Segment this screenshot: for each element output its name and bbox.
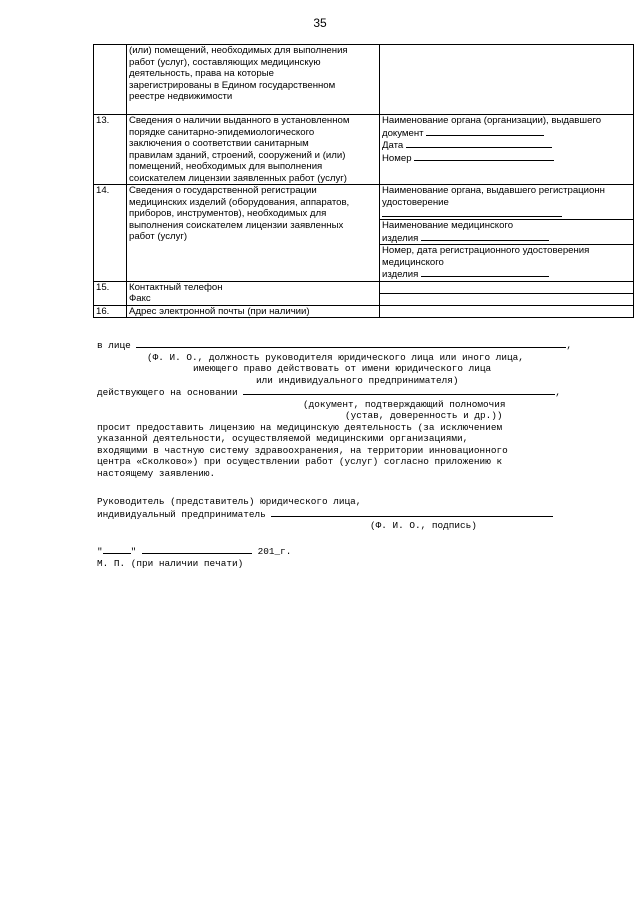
- phone-label: Контактный телефон: [129, 281, 223, 293]
- row-value-cell[interactable]: [380, 45, 634, 115]
- seal-note: М. П. (при наличии печати): [97, 557, 244, 569]
- row-number: 13.: [94, 115, 127, 185]
- number-field[interactable]: Номер: [382, 152, 631, 165]
- description-line: деятельность, права на которые: [129, 68, 274, 79]
- row-value-cell: [380, 281, 634, 305]
- email-value[interactable]: [380, 305, 634, 318]
- certificate-number-field[interactable]: изделия: [382, 268, 631, 281]
- date-field[interactable]: Дата: [382, 139, 631, 152]
- fax-value[interactable]: [380, 293, 633, 305]
- representative-caption-3: или индивидуального предпринимателя): [256, 374, 459, 386]
- description-line: зарегистрированы в Едином государственном: [129, 79, 336, 91]
- description-line: работ (услуг): [129, 231, 188, 242]
- applicant-block: [97, 339, 627, 479]
- request-paragraph: указанной деятельности, осуществляемой медицинскими организациями,: [97, 433, 469, 444]
- basis-caption-1: (документ, подтверждающий полномочия: [303, 398, 506, 410]
- table-row: [94, 115, 634, 185]
- description-line: выполнения соискателем лицензии заявленных: [129, 219, 344, 231]
- request-paragraph: настоящему заявлению.: [97, 467, 216, 479]
- description-line: правилам зданий, строений, сооружений и (или): [129, 149, 346, 161]
- description-line: реестре недвижимости: [129, 91, 233, 102]
- description-line: помещений, необходимых для выполнения: [129, 161, 323, 172]
- month-field[interactable]: [142, 545, 252, 554]
- page-number: 35: [313, 16, 327, 30]
- row-number: 14.: [94, 185, 127, 282]
- table-row: [94, 281, 634, 305]
- issuer-field[interactable]: документ: [382, 127, 631, 140]
- issuer-label: Наименование органа, выдавшего регистрационн: [382, 185, 605, 196]
- description-line: соискателем лицензии заявленных работ (услуг): [129, 172, 347, 184]
- table-row: [94, 185, 634, 282]
- certificate-number-label-2: медицинского: [382, 256, 444, 268]
- row-description: [127, 115, 380, 185]
- basis-caption-2: (устав, доверенность и др.)): [345, 410, 503, 421]
- v-litse-line: в лице ,: [97, 340, 573, 351]
- row-description: [127, 281, 380, 305]
- description-line: Сведения о государственной регистрации: [129, 185, 317, 196]
- certificate-number-label: Номер, дата регистрационного удостоверения: [382, 245, 590, 256]
- row-number: 16.: [94, 305, 127, 318]
- issuer-line[interactable]: [382, 208, 562, 217]
- device-name-label: Наименование медицинского: [382, 220, 514, 231]
- description-line: порядке санитарно-эпидемиологического: [129, 126, 315, 138]
- row-value-cell: [380, 185, 634, 282]
- row-description: [127, 45, 380, 115]
- request-paragraph: центра «Сколково») при осуществлении работ (услуг) согласно приложению к: [97, 456, 503, 467]
- row-number: 15.: [94, 281, 127, 305]
- issuer-label: Наименование органа (организации), выдавшего: [382, 115, 602, 126]
- row-value-cell: [380, 115, 634, 185]
- device-name-line[interactable]: [421, 232, 549, 241]
- representative-field[interactable]: [136, 339, 566, 348]
- table-row: [94, 45, 634, 115]
- date-block: [97, 545, 627, 569]
- date-line[interactable]: [406, 139, 552, 148]
- phone-value[interactable]: [382, 282, 631, 293]
- request-paragraph: входящими в частную систему здравоохранения, на территории инновационного: [97, 444, 508, 456]
- license-form-table: [93, 44, 634, 318]
- device-name-field[interactable]: изделия: [382, 232, 631, 245]
- representative-caption-1: (Ф. И. О., должность руководителя юридического лица или иного лица,: [147, 351, 524, 363]
- request-paragraph: просит предоставить лицензию на медицинскую деятельность (за исключением: [97, 421, 503, 433]
- device-name-block: [380, 219, 633, 244]
- description-line: Сведения о наличии выданного в установленном: [129, 115, 350, 126]
- description-line: работ (услуг), составляющих медицинскую: [129, 56, 321, 68]
- row-number-cell: [94, 45, 127, 115]
- certificate-label: удостоверение: [382, 196, 449, 208]
- description-line: (или) помещений, необходимых для выполнения: [129, 45, 348, 56]
- description-line: медицинских изделий (оборудования, аппаратов,: [129, 196, 350, 208]
- certificate-number-line[interactable]: [421, 268, 549, 277]
- description-line: заключения о соответствии санитарным: [129, 138, 309, 149]
- signer-title: Руководитель (представитель) юридического лица,: [97, 496, 362, 507]
- basis-field[interactable]: [243, 386, 555, 395]
- row-description: [127, 185, 380, 282]
- date-line: " " 201_г.: [97, 546, 292, 557]
- description-line: приборов, инструментов), необходимых для: [129, 208, 327, 219]
- signature-block: [97, 496, 627, 532]
- representative-caption-2: имеющего право действовать от имени юридического лица: [193, 363, 492, 374]
- issuer-field[interactable]: [382, 208, 631, 219]
- basis-line: действующего на основании ,: [97, 387, 561, 398]
- row-description: Адрес электронной почты (при наличии): [127, 305, 380, 318]
- fax-label: Факс: [129, 293, 151, 304]
- signature-field[interactable]: [271, 508, 553, 517]
- day-field[interactable]: [103, 545, 131, 554]
- table-row: [94, 305, 634, 318]
- certificate-number-block: [380, 244, 633, 281]
- number-line[interactable]: [414, 152, 554, 161]
- signature-caption: (Ф. И. О., подпись): [370, 520, 477, 531]
- signer-line: индивидуальный предприниматель: [97, 508, 627, 521]
- issuer-line[interactable]: [426, 127, 544, 136]
